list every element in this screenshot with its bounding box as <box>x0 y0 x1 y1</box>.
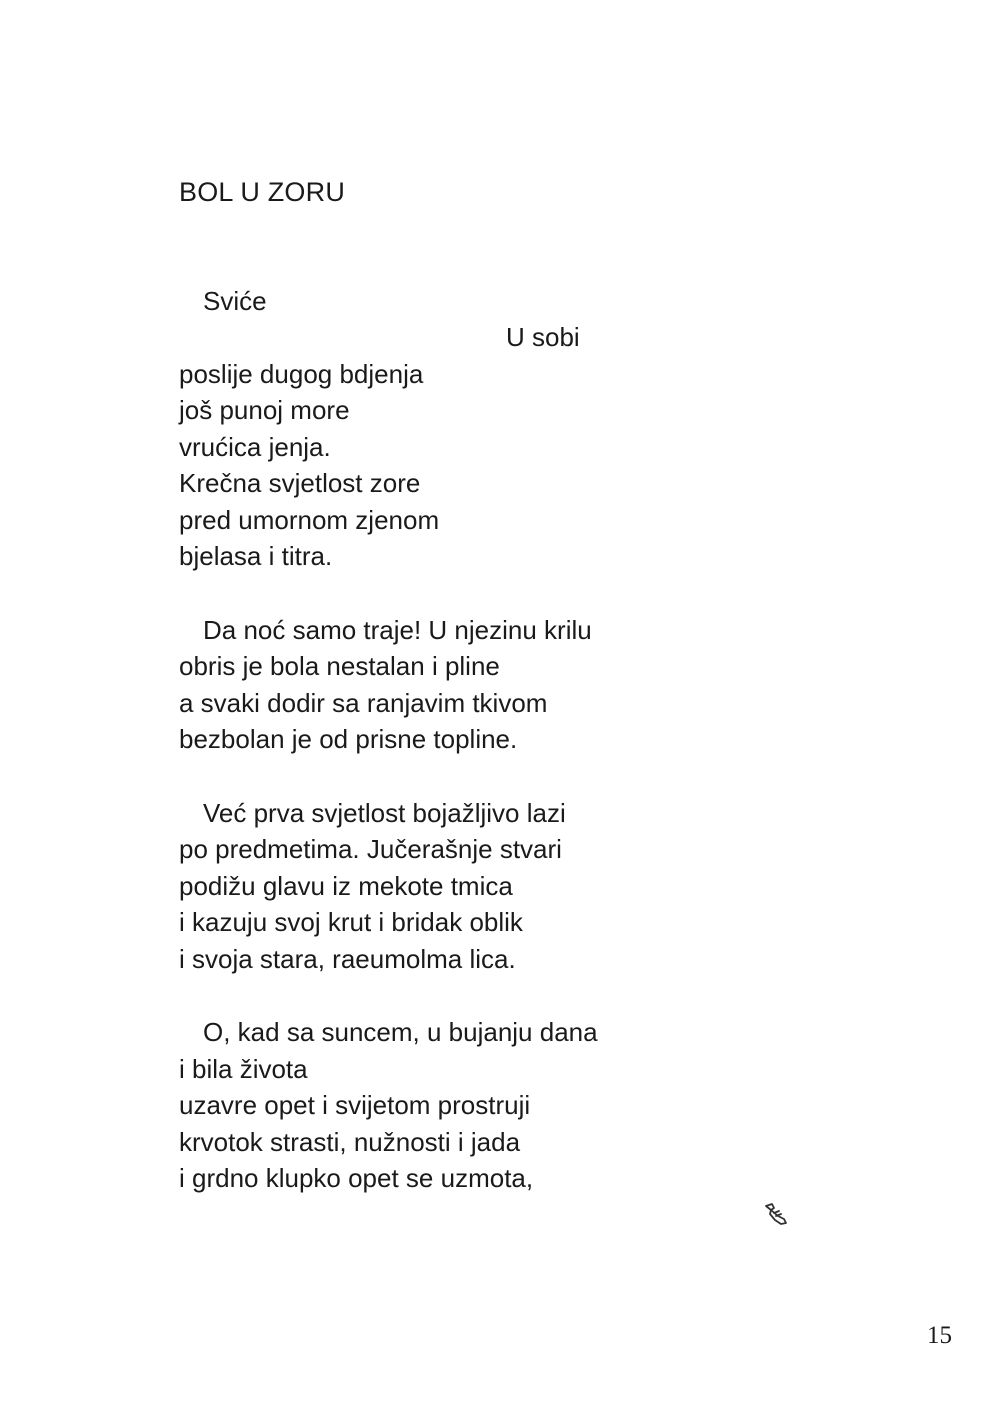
poem-line: još punoj more <box>179 395 350 425</box>
poem-line: uzavre opet i svijetom prostruji <box>179 1090 531 1120</box>
poem-line: Već prva svjetlost bojažljivo lazi <box>203 798 566 828</box>
poem-line: i svoja stara, raeumolma lica. <box>179 944 516 974</box>
poem-line: i grdno klupko opet se uzmota, <box>179 1163 534 1193</box>
poem-line: i bila života <box>179 1054 308 1084</box>
poem-line: vrućica jenja. <box>179 432 331 462</box>
poem-title: BOL U ZORU <box>179 177 346 207</box>
poem-line: obris je bola nestalan i pline <box>179 651 500 681</box>
page-number: 15 <box>927 1322 952 1349</box>
poem-line: bezbolan je od prisne topline. <box>179 724 518 754</box>
poem-line: pred umornom zjenom <box>179 505 440 535</box>
poem-line: U sobi <box>506 322 580 352</box>
poem-line: a svaki dodir sa ranjavim tkivom <box>179 688 548 718</box>
poem-line: podižu glavu iz mekote tmica <box>179 871 513 901</box>
poem-line: Da noć samo traje! U njezinu krilu <box>203 615 592 645</box>
poem-line: poslije dugog bdjenja <box>179 359 424 389</box>
poem-line: Sviće <box>203 286 267 316</box>
poem-line: krvotok strasti, nužnosti i jada <box>179 1127 521 1157</box>
hand-pointing-icon <box>762 1200 790 1228</box>
poem-line: bjelasa i titra. <box>179 541 333 571</box>
poem-line: Krečna svjetlost zore <box>179 468 421 498</box>
poem-line: po predmetima. Jučerašnje stvari <box>179 834 562 864</box>
poem-line: i kazuju svoj krut i bridak oblik <box>179 907 523 937</box>
poem-line: O, kad sa suncem, u bujanju dana <box>203 1017 598 1047</box>
